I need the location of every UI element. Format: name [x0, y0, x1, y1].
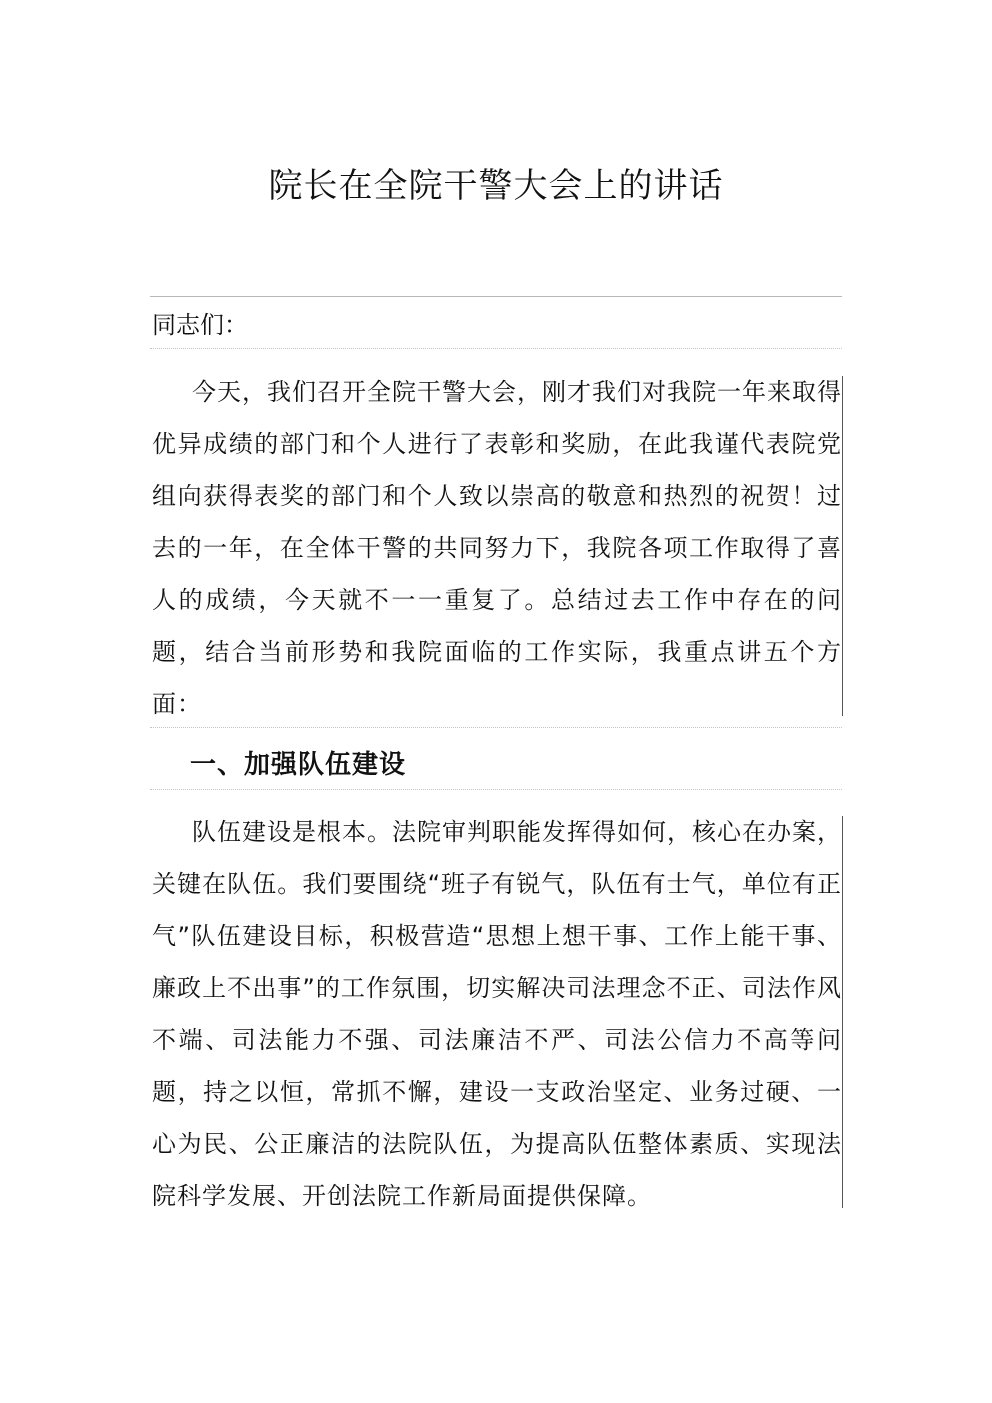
document-title: 院长在全院干警大会上的讲话 [268, 166, 724, 206]
paragraph-divider [150, 727, 842, 728]
right-margin-marker [842, 376, 843, 716]
section-heading: 一、加强队伍建设 [190, 750, 407, 780]
salutation-divider [150, 348, 842, 349]
paragraph-team-building: 队伍建设是根本。法院审判职能发挥得如何，核心在办案，关键在队伍。我们要围绕“班子有锐气，队伍有士气，单位有正气”队伍建设目标，积极营造“思想上想干事、工作上能干事、廉政上不出事”的工作氛围，切实解决司法理念不正、司法作风不端、司法能力不强、司法廉洁不严、司法公信力不高等问题，持之以恒，常抓不懈，建设一支政治坚定、业务过硬、一心为民、公正廉洁的法院队伍，为提高队伍整体素质、实现法院科学发展、开创法院工作新局面提供保障。 [152, 818, 842, 1210]
salutation: 同志们： [152, 311, 248, 339]
header-divider [150, 296, 842, 297]
paragraph-opening: 今天，我们召开全院干警大会，刚才我们对我院一年来取得优异成绩的部门和个人进行了表彰和奖励，在此我谨代表院党组向获得表奖的部门和个人致以崇高的敬意和热烈的祝贺！过去的一年，在全体干警的共同努力下，我院各项工作取得了喜人的成绩，今天就不一一重复了。总结过去工作中存在的问题，结合当前形势和我院面临的工作实际，我重点讲五个方面： [152, 378, 842, 718]
right-margin-marker [842, 816, 843, 1208]
heading-divider [150, 789, 842, 790]
